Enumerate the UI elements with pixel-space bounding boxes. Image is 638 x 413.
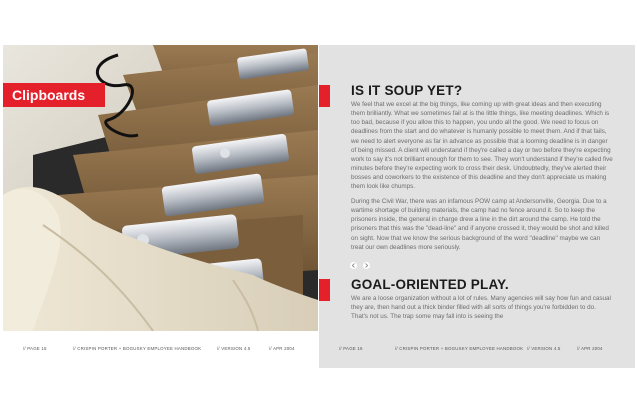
footer-date: // APR 2004	[269, 346, 295, 351]
arrow-left-icon[interactable]	[350, 262, 357, 269]
section-marker-red-2	[319, 279, 330, 301]
left-page-footer	[3, 346, 318, 356]
heading-is-it-soup-yet: IS IT SOUP YET?	[351, 83, 463, 98]
left-page	[3, 45, 318, 368]
footer-date: // APR 2004	[577, 346, 603, 351]
paragraph-deadlines: We feel that we excel at the big things, like coming up with great ideas and then executing them brilliantly. What we sometimes fail at is the little things, like meeting deadlines. Which is too bad, because if you allow this to happen, you undo all the good. We need to focus on deadlines from the start and do whatever is humanly possible to meet them. And if that fails, we need to alert everyone as far in advance as possible that a looming deadline is in danger of being missed. A client will understand if they're called a day or two before they're expecting work to say it's not brilliant enough for them to see. They won't understand if they're called five minutes before they're expecting work to cross their desk. Undoubtedly, they've alerted their bosses and coworkers to the existence of this deadline and they don't appreciate us making them look like chumps.	[351, 101, 613, 191]
footer-handbook-title: // CRISPIN PORTER + BOGUSKY EMPLOYEE HANDBOOK	[395, 346, 524, 351]
section-marker-red	[319, 85, 330, 107]
arrow-right-icon[interactable]	[363, 262, 370, 269]
footer-page-number: // PAGE 15	[23, 346, 47, 351]
right-page	[319, 45, 635, 368]
footer-version: // VERSION 4.5	[217, 346, 251, 351]
footer-version: // VERSION 4.5	[527, 346, 561, 351]
paragraph-civil-war: During the Civil War, there was an infamous POW camp at Andersonville, Georgia. Due to a wartime shortage of building materials, the camp had no fence around it. So to keep the prisoners inside, the general in charge drew a line in the dirt around the camp. He told the prisoners that this was the "dead-line" and if anyone crossed it, they would be shot and killed on sight. Now that we know the serious background of the word "deadline" maybe we can treat our own deadlines more seriously.	[351, 198, 609, 251]
footer-handbook-title: // CRISPIN PORTER + BOGUSKY EMPLOYEE HANDBOOK	[73, 346, 202, 351]
page-nav-arrows	[350, 256, 372, 264]
heading-goal-oriented-play: GOAL-ORIENTED PLAY.	[351, 277, 509, 292]
paragraph-loose-organization: We are a loose organization without a lot of rules. Many agencies will say how fun and casual they are, then hand out a thick binder filled with all sorts of things you're forbidden to do. That's not us. The trap some may fall into is seeing the	[351, 295, 611, 321]
footer-page-number: // PAGE 16	[339, 346, 363, 351]
section-tab-clipboards: Clipboards	[3, 83, 105, 107]
right-page-footer	[319, 346, 635, 356]
